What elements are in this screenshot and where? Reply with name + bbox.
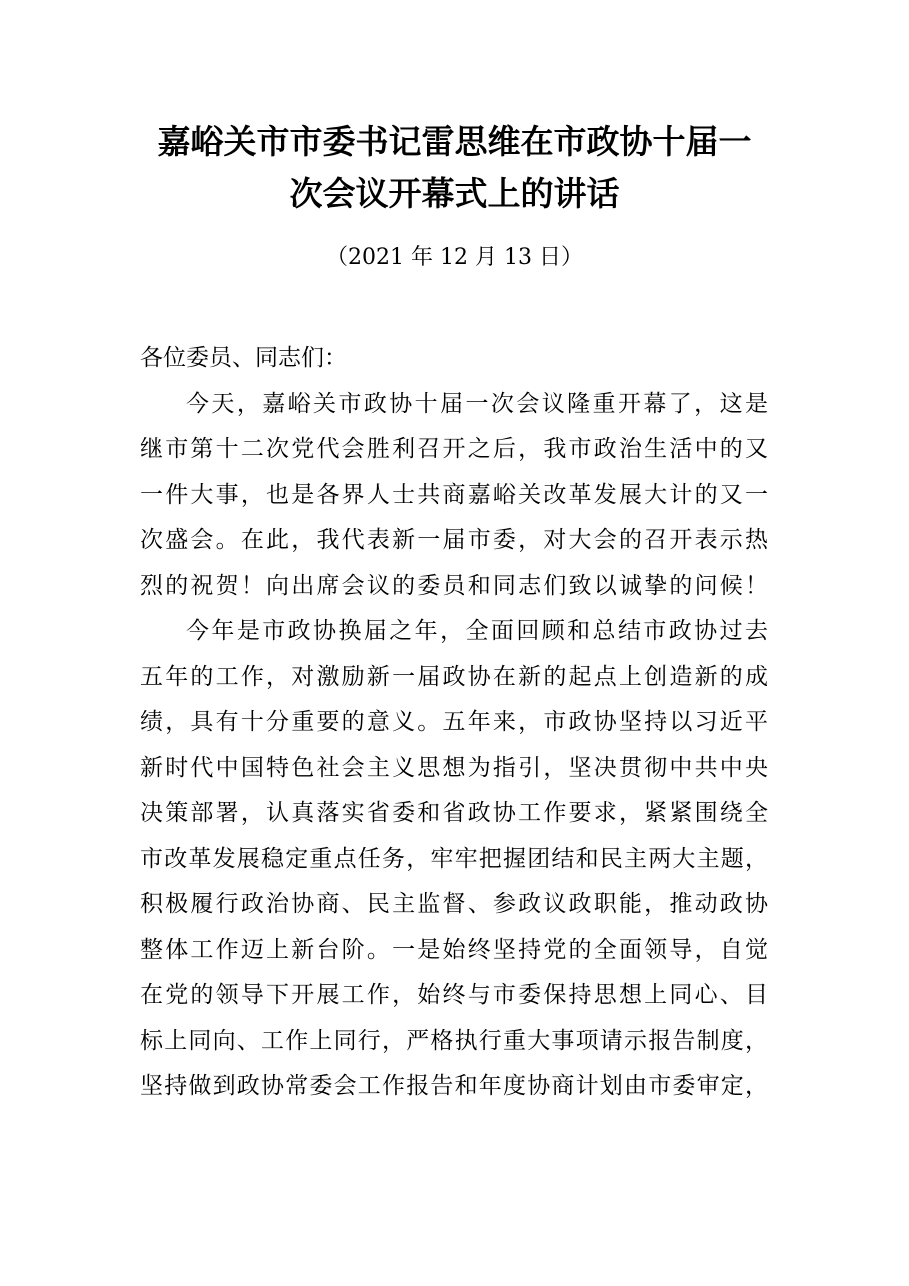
paragraph-line: 整体工作迈上新台阶。一是始终坚持党的全面领导，自觉 (140, 936, 768, 963)
paragraph-line: 标上同向、工作上同行，严格执行重大事项请示报告制度， (140, 1027, 768, 1054)
title-line-2: 次会议开幕式上的讲话 (289, 174, 620, 213)
paragraph-line: 积极履行政治协商、民主监督、参政议政职能，推动政协 (140, 891, 768, 917)
paragraph-line: 绩，具有十分重要的意义。五年来，市政协坚持以习近平 (140, 709, 768, 735)
paragraph-2 (140, 609, 768, 1110)
paragraph-line: 今天，嘉峪关市政协十届一次会议隆重开幕了，这是 (186, 390, 768, 417)
salutation: 各位委员、同志们： (140, 345, 347, 371)
paragraph-1 (140, 382, 768, 610)
paragraph-line: 次盛会。在此，我代表新一届市委，对大会的召开表示热 (140, 527, 768, 553)
title-line-1: 嘉峪关市市委书记雷思维在市政协十届一 (157, 122, 752, 161)
document-body (140, 336, 768, 1110)
document-date: （2021 年 12 月 13 日） (326, 245, 583, 270)
paragraph-line: 新时代中国特色社会主义思想为指引，坚决贯彻中共中央 (140, 754, 768, 781)
paragraph-line: 决策部署，认真落实省委和省政协工作要求，紧紧围绕全 (140, 800, 768, 826)
paragraph-line: 在党的领导下开展工作，始终与市委保持思想上同心、目 (140, 982, 768, 1008)
paragraph-line: 市改革发展稳定重点任务，牢牢把握团结和民主两大主题， (140, 845, 768, 872)
paragraph-line: 五年的工作，对激励新一届政协在新的起点上创造新的成 (140, 663, 768, 690)
document-title (110, 116, 799, 220)
paragraph-line: 继市第十二次党代会胜利召开之后，我市政治生活中的又 (140, 436, 768, 462)
paragraph-line: 坚持做到政协常委会工作报告和年度协商计划由市委审定， (140, 1073, 768, 1099)
paragraph-line: 一件大事，也是各界人士共商嘉峪关改革发展大计的又一 (140, 481, 768, 508)
paragraph-line: 烈的祝贺！向出席会议的委员和同志们致以诚挚的问候！ (140, 572, 768, 599)
paragraph-line: 今年是市政协换届之年，全面回顾和总结市政协过去 (186, 618, 768, 644)
